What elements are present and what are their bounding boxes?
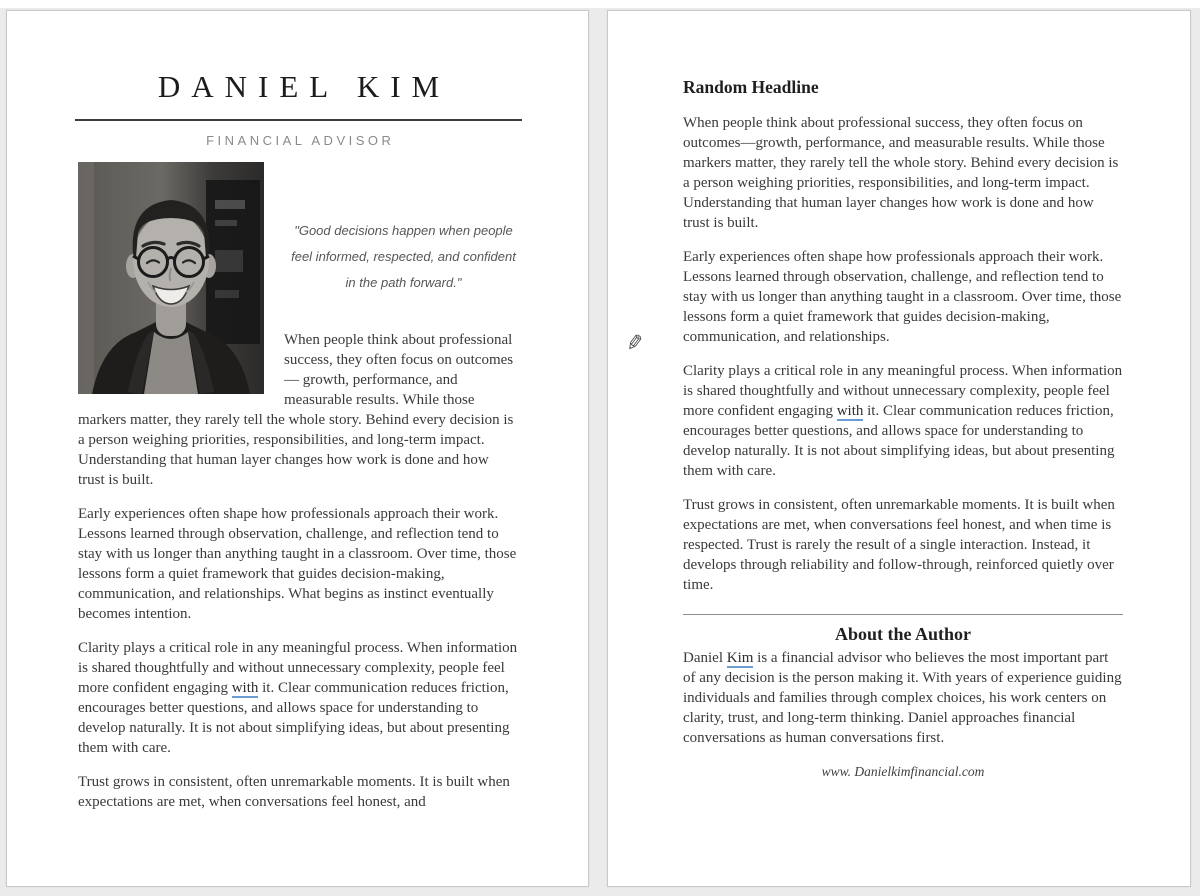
paragraph: Trust grows in consistent, often unremarkable moments. It is built when expectations are met, when conversations feel honest, and (78, 774, 510, 810)
ink-pen-icon[interactable]: ✎ (624, 329, 646, 357)
page-subtitle: FINANCIAL ADVISOR (206, 133, 395, 148)
paragraph-text: it. Clear communication reduces friction, encourages better questions, and allows space for understanding to develop naturally. It is not about simplifying ideas, but about presenting them with care. (683, 403, 1115, 479)
grammar-flagged-word[interactable]: Kim (726, 650, 754, 666)
paragraph-text: Clarity plays a critical role in any meaningful process. When information is shared thoughtfully and without unnecessary complexity, people feel more confident engaging (683, 363, 1123, 419)
paragraph-text: it. Clear communication reduces friction, encourages better questions, and allows space for understanding to develop naturally. It is not about simplifying ideas, but about presenting them with care. (78, 680, 510, 756)
author-photo-image (78, 162, 264, 394)
paragraph: When people think about professional success, they often focus on outcomes—growth, performance, and measurable results. While those markers matter, they rarely tell the whole story. Behind every decision is a person weighing priorities, responsibilities, and long-term impact. Understanding that human layer changes how work is done and how trust is built. (683, 115, 1119, 231)
title-divider (75, 119, 522, 121)
section-divider (683, 614, 1123, 615)
about-heading: About the Author (834, 624, 972, 644)
paragraph-text: Daniel (683, 650, 727, 666)
paragraph: When people think about professional success, they often focus on outcomes — growth, performance, and measurable results. While those markers matter, they rarely tell the whole story. Behind every decision is a person weighing priorities, responsibilities, and long-term impact. Understanding that human layer changes how work is done and how trust is built. (78, 332, 514, 488)
grammar-flagged-word[interactable]: with (231, 680, 259, 696)
pull-quote: "Good decisions happen when people feel informed, respected, and confident in the path forward." (291, 223, 516, 290)
document-workspace (0, 8, 1200, 896)
grammar-flagged-word[interactable]: with (836, 403, 864, 419)
page-2-content (608, 11, 1190, 780)
author-photo[interactable] (78, 162, 264, 394)
paragraph: Trust grows in consistent, often unremarkable moments. It is built when expectations are met, when conversations feel honest, and when time is respected. Trust is rarely the result of a single interaction. Instead, it develops through reliability and follow-through, reinforced quietly over time. (683, 497, 1115, 593)
paragraph (683, 361, 1123, 481)
paragraph: Early experiences often shape how professionals approach their work. Lessons learned through observation, challenge, and reflection tend to stay with us longer than anything taught in a classroom. Over time, those lessons form a quiet framework that guides decision-making, communication, and relationships. (683, 249, 1122, 345)
paragraph (78, 638, 519, 758)
page-title: DANIEL KIM (157, 69, 451, 104)
about-paragraph (683, 648, 1123, 748)
page-2 (607, 10, 1191, 887)
page-1 (6, 10, 589, 887)
page-1-content (7, 11, 588, 812)
paragraph-text: Clarity plays a critical role in any meaningful process. When information is shared thoughtfully and without unnecessary complexity, people feel more confident engaging (78, 640, 518, 696)
website-line: www. Danielkimfinancial.com (821, 764, 985, 779)
section-headline: Random Headline (683, 77, 819, 97)
paragraph: Early experiences often shape how professionals approach their work. Lessons learned through observation, challenge, and reflection tend to stay with us longer than anything taught in a classroom. Over time, those lessons form a quiet framework that guides decision-making, communication, and relationships. What begins as instinct eventually becomes intention. (78, 506, 517, 622)
paragraph-text: is a financial advisor who believes the most important part of any decision is the person making it. With years of experience guiding individuals and families through complex choices, his work centers on clarity, trust, and long-term thinking. Daniel approaches financial conversations as human conversations first. (683, 650, 1122, 746)
